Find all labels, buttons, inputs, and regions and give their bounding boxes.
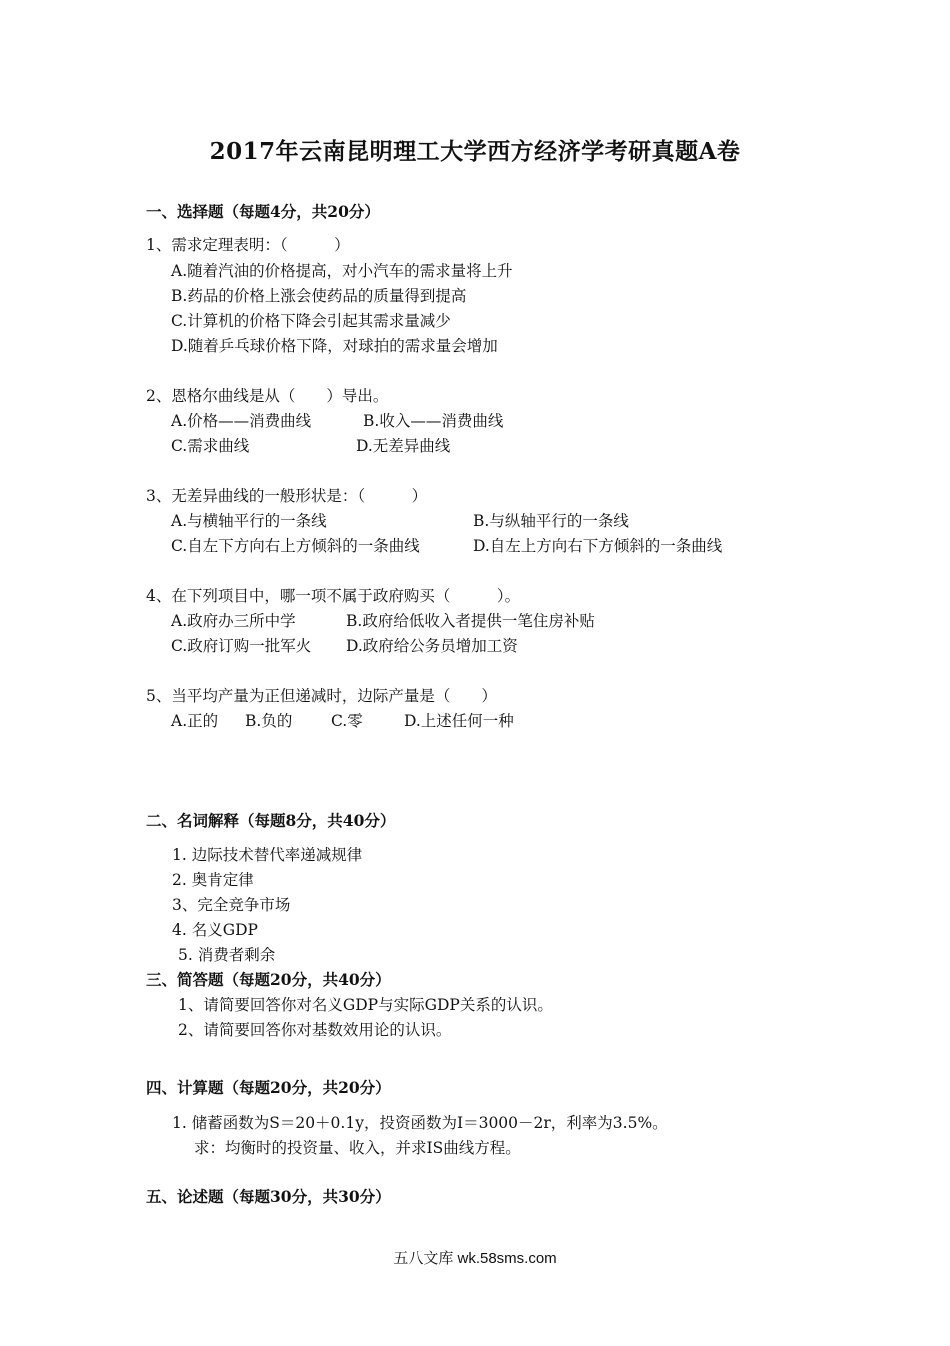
section-heading-choice: 一、选择题（每题4分，共20分） [146,202,380,221]
question-option: A.正的 [171,712,219,730]
question-option: A.与横轴平行的一条线 [171,512,327,530]
calculation-requirement: 求：均衡时的投资量、收入，并求IS曲线方程。 [194,1139,521,1157]
question-stem: 5、当平均产量为正但递减时，边际产量是（ ） [146,687,497,705]
question-option: D.随着乒乓球价格下降，对球拍的需求量会增加 [171,337,498,355]
section-heading-calculation: 四、计算题（每题20分，共20分） [146,1078,391,1097]
page-title: 2017年云南昆明理工大学西方经济学考研真题A卷 [209,138,741,165]
question-option: B.与纵轴平行的一条线 [473,512,629,530]
list-item: 1、请简要回答你对名义GDP与实际GDP关系的认识。 [178,996,553,1014]
list-item: 2、请简要回答你对基数效用论的认识。 [178,1021,452,1039]
question-option: C.需求曲线 [171,437,250,455]
section-heading-terms: 二、名词解释（每题8分，共40分） [146,811,396,830]
list-item: 1. 边际技术替代率递减规律 [172,846,363,864]
question-option: C.政府订购一批军火 [171,637,312,655]
question-stem: 3、无差异曲线的一般形状是：（ ） [146,487,428,505]
question-option: D.无差异曲线 [356,437,451,455]
question-option: D.自左上方向右下方倾斜的一条曲线 [473,537,723,555]
question-option: D.政府给公务员增加工资 [346,637,518,655]
question-option: B.政府给低收入者提供一笔住房补贴 [346,612,595,630]
question-option: A.政府办三所中学 [171,612,296,630]
section-heading-short-answer: 三、简答题（每题20分，共40分） [146,970,391,989]
question-option: C.零 [331,712,363,730]
question-option: A.价格——消费曲线 [171,412,312,430]
question-stem: 1、需求定理表明：（ ） [146,236,350,254]
question-option: B.药品的价格上涨会使药品的质量得到提高 [171,287,467,305]
question-option: B.收入——消费曲线 [363,412,504,430]
question-option: A.随着汽油的价格提高，对小汽车的需求量将上升 [171,262,513,280]
footer-watermark: 五八文库 wk.58sms.com [393,1250,557,1267]
list-item: 3、完全竞争市场 [172,896,291,914]
question-option: C.计算机的价格下降会引起其需求量减少 [171,312,451,330]
list-item: 4. 名义GDP [172,921,258,939]
question-stem: 2、恩格尔曲线是从（ ）导出。 [146,387,389,405]
question-option: D.上述任何一种 [404,712,514,730]
question-stem: 4、在下列项目中，哪一项不属于政府购买（ ）。 [146,587,521,605]
section-heading-essay: 五、论述题（每题30分，共30分） [146,1187,391,1206]
calculation-question: 1. 储蓄函数为S＝20＋0.1y，投资函数为I＝3000－2r，利率为3.5%。 [172,1114,668,1132]
question-option: B.负的 [245,712,293,730]
list-item: 2. 奥肯定律 [172,871,254,889]
question-option: C.自左下方向右上方倾斜的一条曲线 [171,537,420,555]
list-item: 5. 消费者剩余 [178,946,276,964]
